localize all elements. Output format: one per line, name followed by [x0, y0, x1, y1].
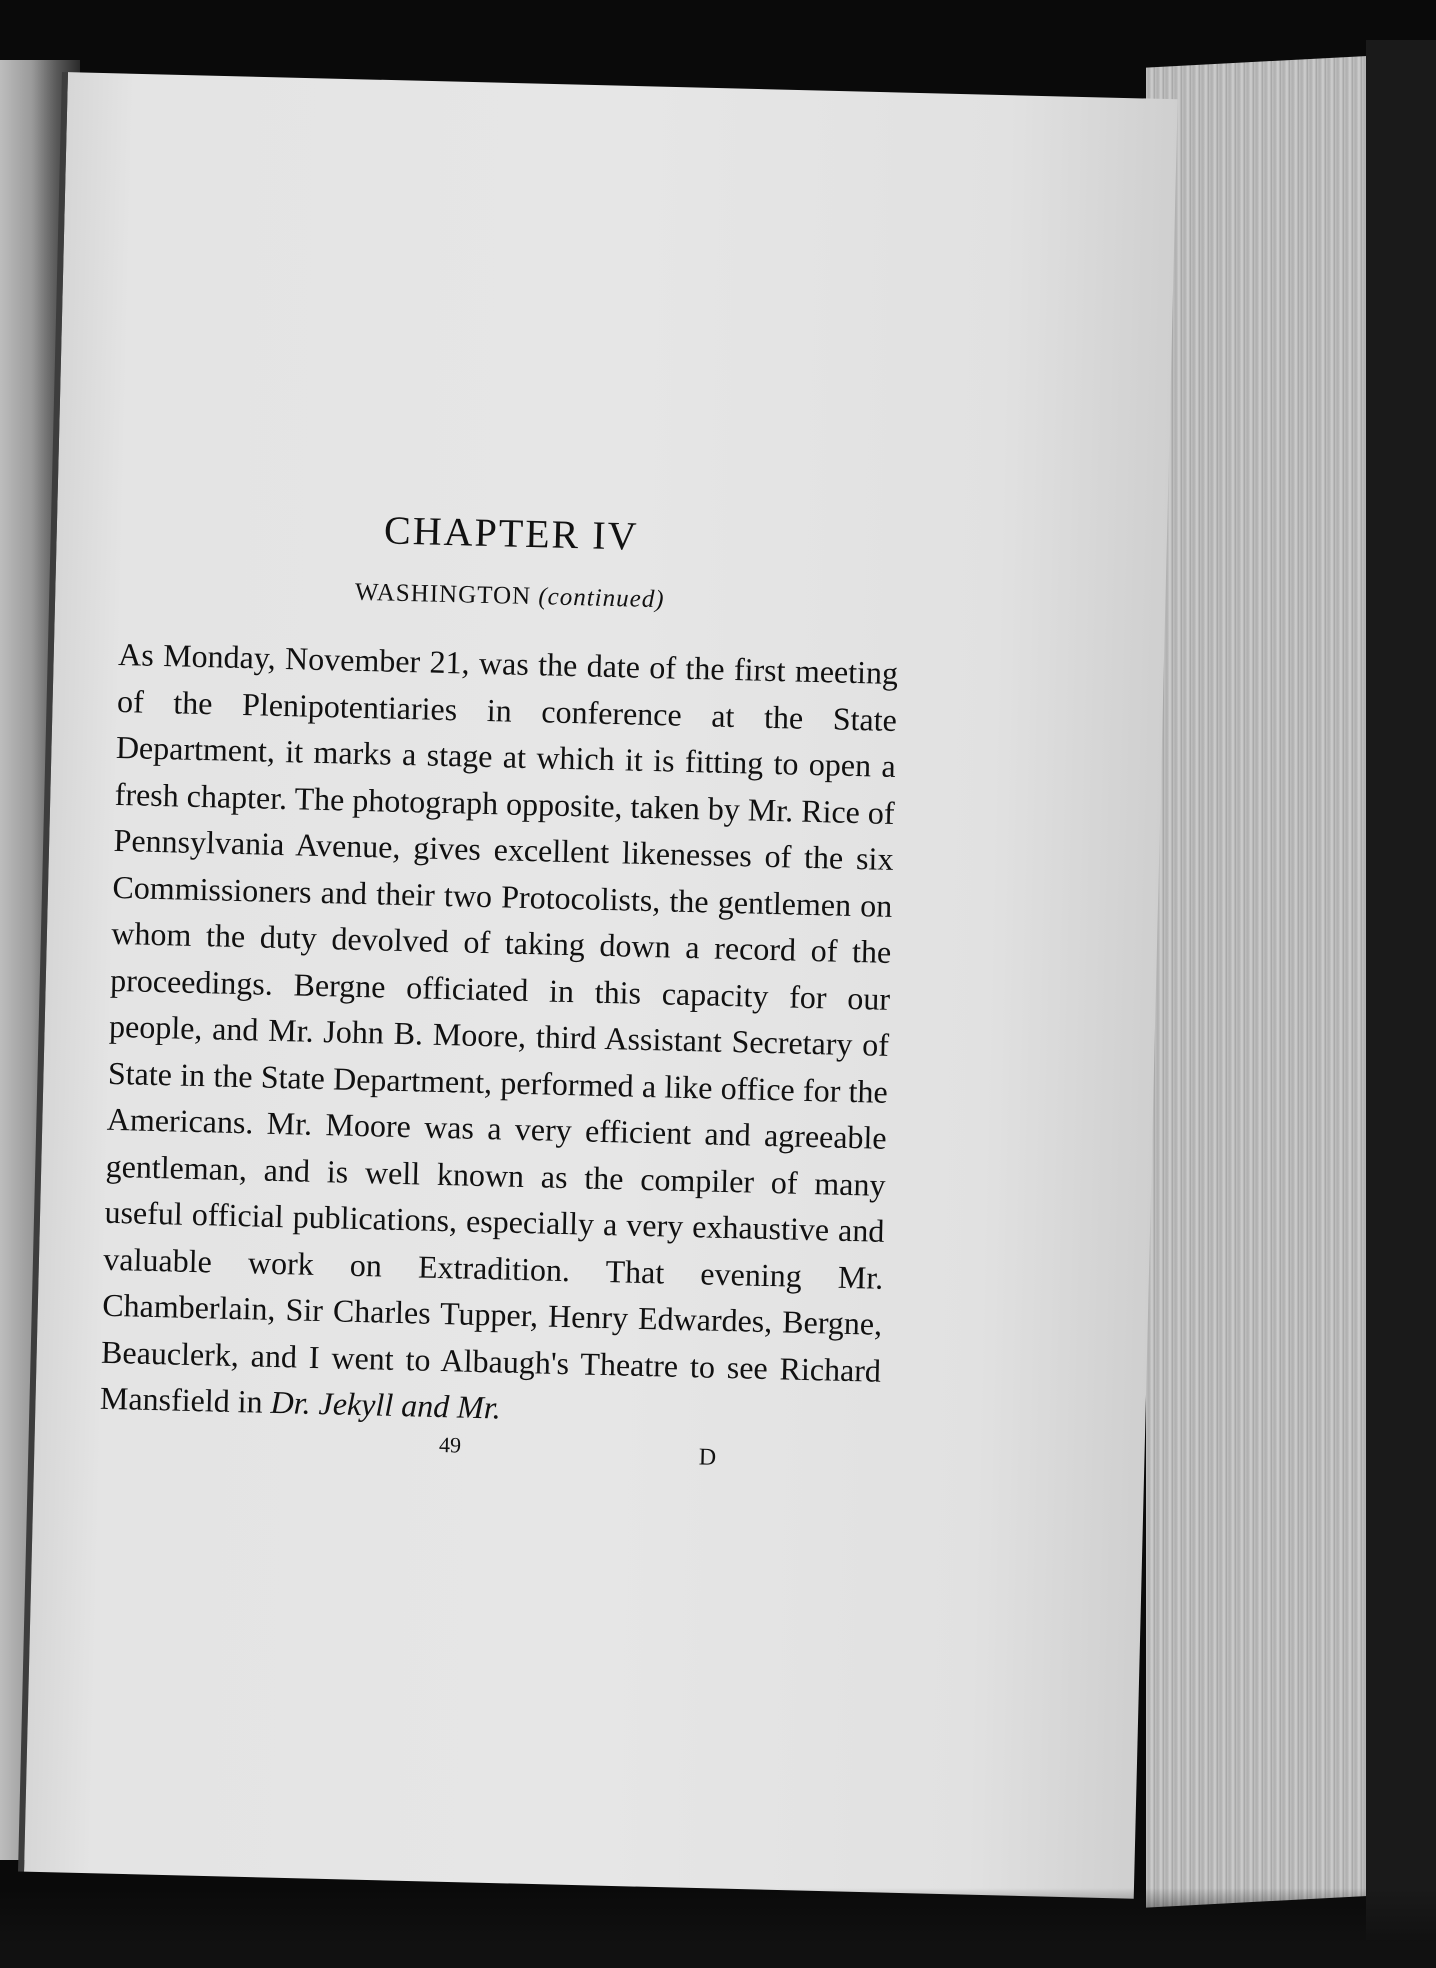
signature-mark: D [698, 1443, 717, 1471]
page-edge-shadow [1366, 40, 1436, 1940]
subtitle-main: WASHINGTON [354, 578, 532, 611]
bottom-shadow [0, 1888, 1436, 1968]
chapter-title: CHAPTER IV [383, 507, 640, 559]
page-number: 49 [438, 1431, 462, 1458]
body-text-italic: Dr. Jekyll and Mr. [270, 1383, 502, 1426]
body-paragraph [99, 631, 898, 1440]
subtitle-paren: (continued) [538, 583, 665, 614]
chapter-subtitle [120, 573, 900, 620]
body-text-main: As Monday, November 21, was the date of the first meeting of the Plenipotentiaries in conference at the State Department, it marks a stage at which it is fitting to open a fresh chapter. The photograph opposite, taken by Mr. Rice of Pennsylvania Avenue, gives excellent likenesses of the six Commissioners and their two Protocolists, the gentlemen on whom the duty devolved of taking down a record of the proceedings. Bergne officiated in this capacity for our people, and Mr. John B. Moore, third Assistant Secretary of State in the State Department, performed a like office for the Americans. Mr. Moore was a very efficient and agreeable gentleman, and is well known as the compiler of many useful official publications, especially a very exhaustive and valuable work on Extradition. That evening Mr. Chamberlain, Sir Charles Tupper, Henry Edwardes, Bergne, Beauclerk, and I went to Albaugh's Theatre to see Richard Mansfield in [99, 635, 899, 1420]
page-content [99, 500, 902, 1480]
